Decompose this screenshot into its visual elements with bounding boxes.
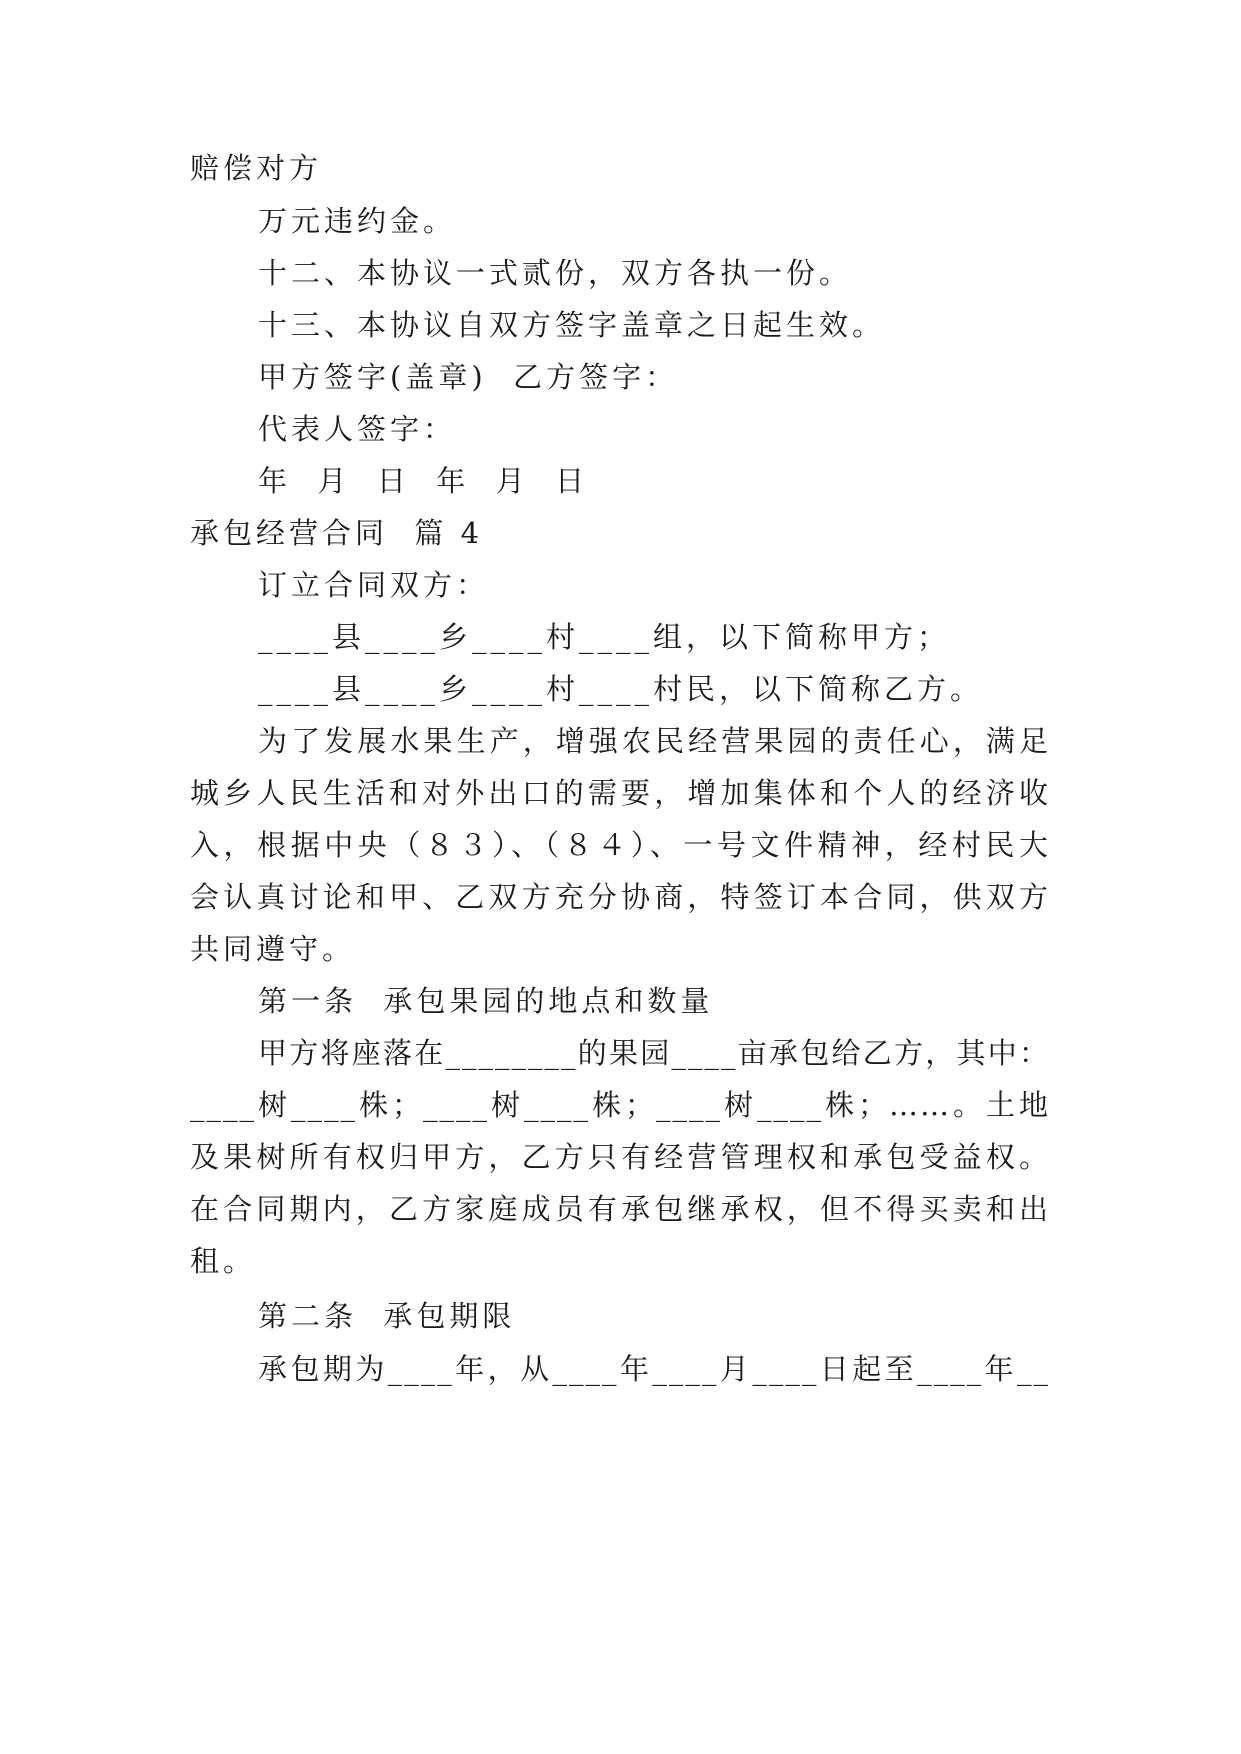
text-line: 会认真讨论和甲、乙双方充分协商，特签订本合同，供双方 xyxy=(190,880,1050,914)
signature-line: 代表人签字： xyxy=(258,412,457,446)
text-line: 万元违约金。 xyxy=(258,204,457,238)
signature-line: 甲方签字(盖章) 乙方签字： xyxy=(258,360,679,394)
text-line: 订立合同双方： xyxy=(258,568,490,602)
text-line: 城乡人民生活和对外出口的需要，增加集体和个人的经济收 xyxy=(190,776,1050,810)
text-line: 在合同期内，乙方家庭成员有承包继承权，但不得买卖和出 xyxy=(190,1192,1050,1226)
text-line: 入，根据中央（８３）、（８４）、一号文件精神，经村民大 xyxy=(190,828,1050,862)
text-line: 为了发展水果生产，增强农民经营果园的责任心，满足 xyxy=(258,724,1050,758)
text-line: 十二、本协议一式贰份，双方各执一份。 xyxy=(258,256,853,290)
section-title: 承包经营合同 篇 4 xyxy=(190,516,484,550)
party-a-line: ____县____乡____村____组，以下简称甲方； xyxy=(258,620,951,654)
text-line: 十三、本协议自双方签字盖章之日起生效。 xyxy=(258,308,886,342)
text-line: 及果树所有权归甲方，乙方只有经营管理权和承包受益权。 xyxy=(190,1140,1050,1174)
date-line: 年 月 日 年 月 日 xyxy=(258,464,589,498)
text-line: 共同遵守。 xyxy=(190,932,356,966)
party-b-line: ____县____乡____村____村民，以下简称乙方。 xyxy=(258,672,984,706)
article-heading: 第一条 承包果园的地点和数量 xyxy=(258,984,714,1018)
text-line: 租。 xyxy=(190,1244,257,1278)
text-line: 甲方将座落在________的果园____亩承包给乙方，其中： xyxy=(258,1036,1050,1070)
text-line: 承包期为____年，从____年____月____日起至____年__ xyxy=(258,1352,1050,1386)
text-line: ____树____株；____树____株；____树____株；……。土地 xyxy=(190,1088,1050,1122)
article-heading: 第二条 承包期限 xyxy=(258,1299,516,1333)
text-line: 赔偿对方 xyxy=(190,151,323,185)
